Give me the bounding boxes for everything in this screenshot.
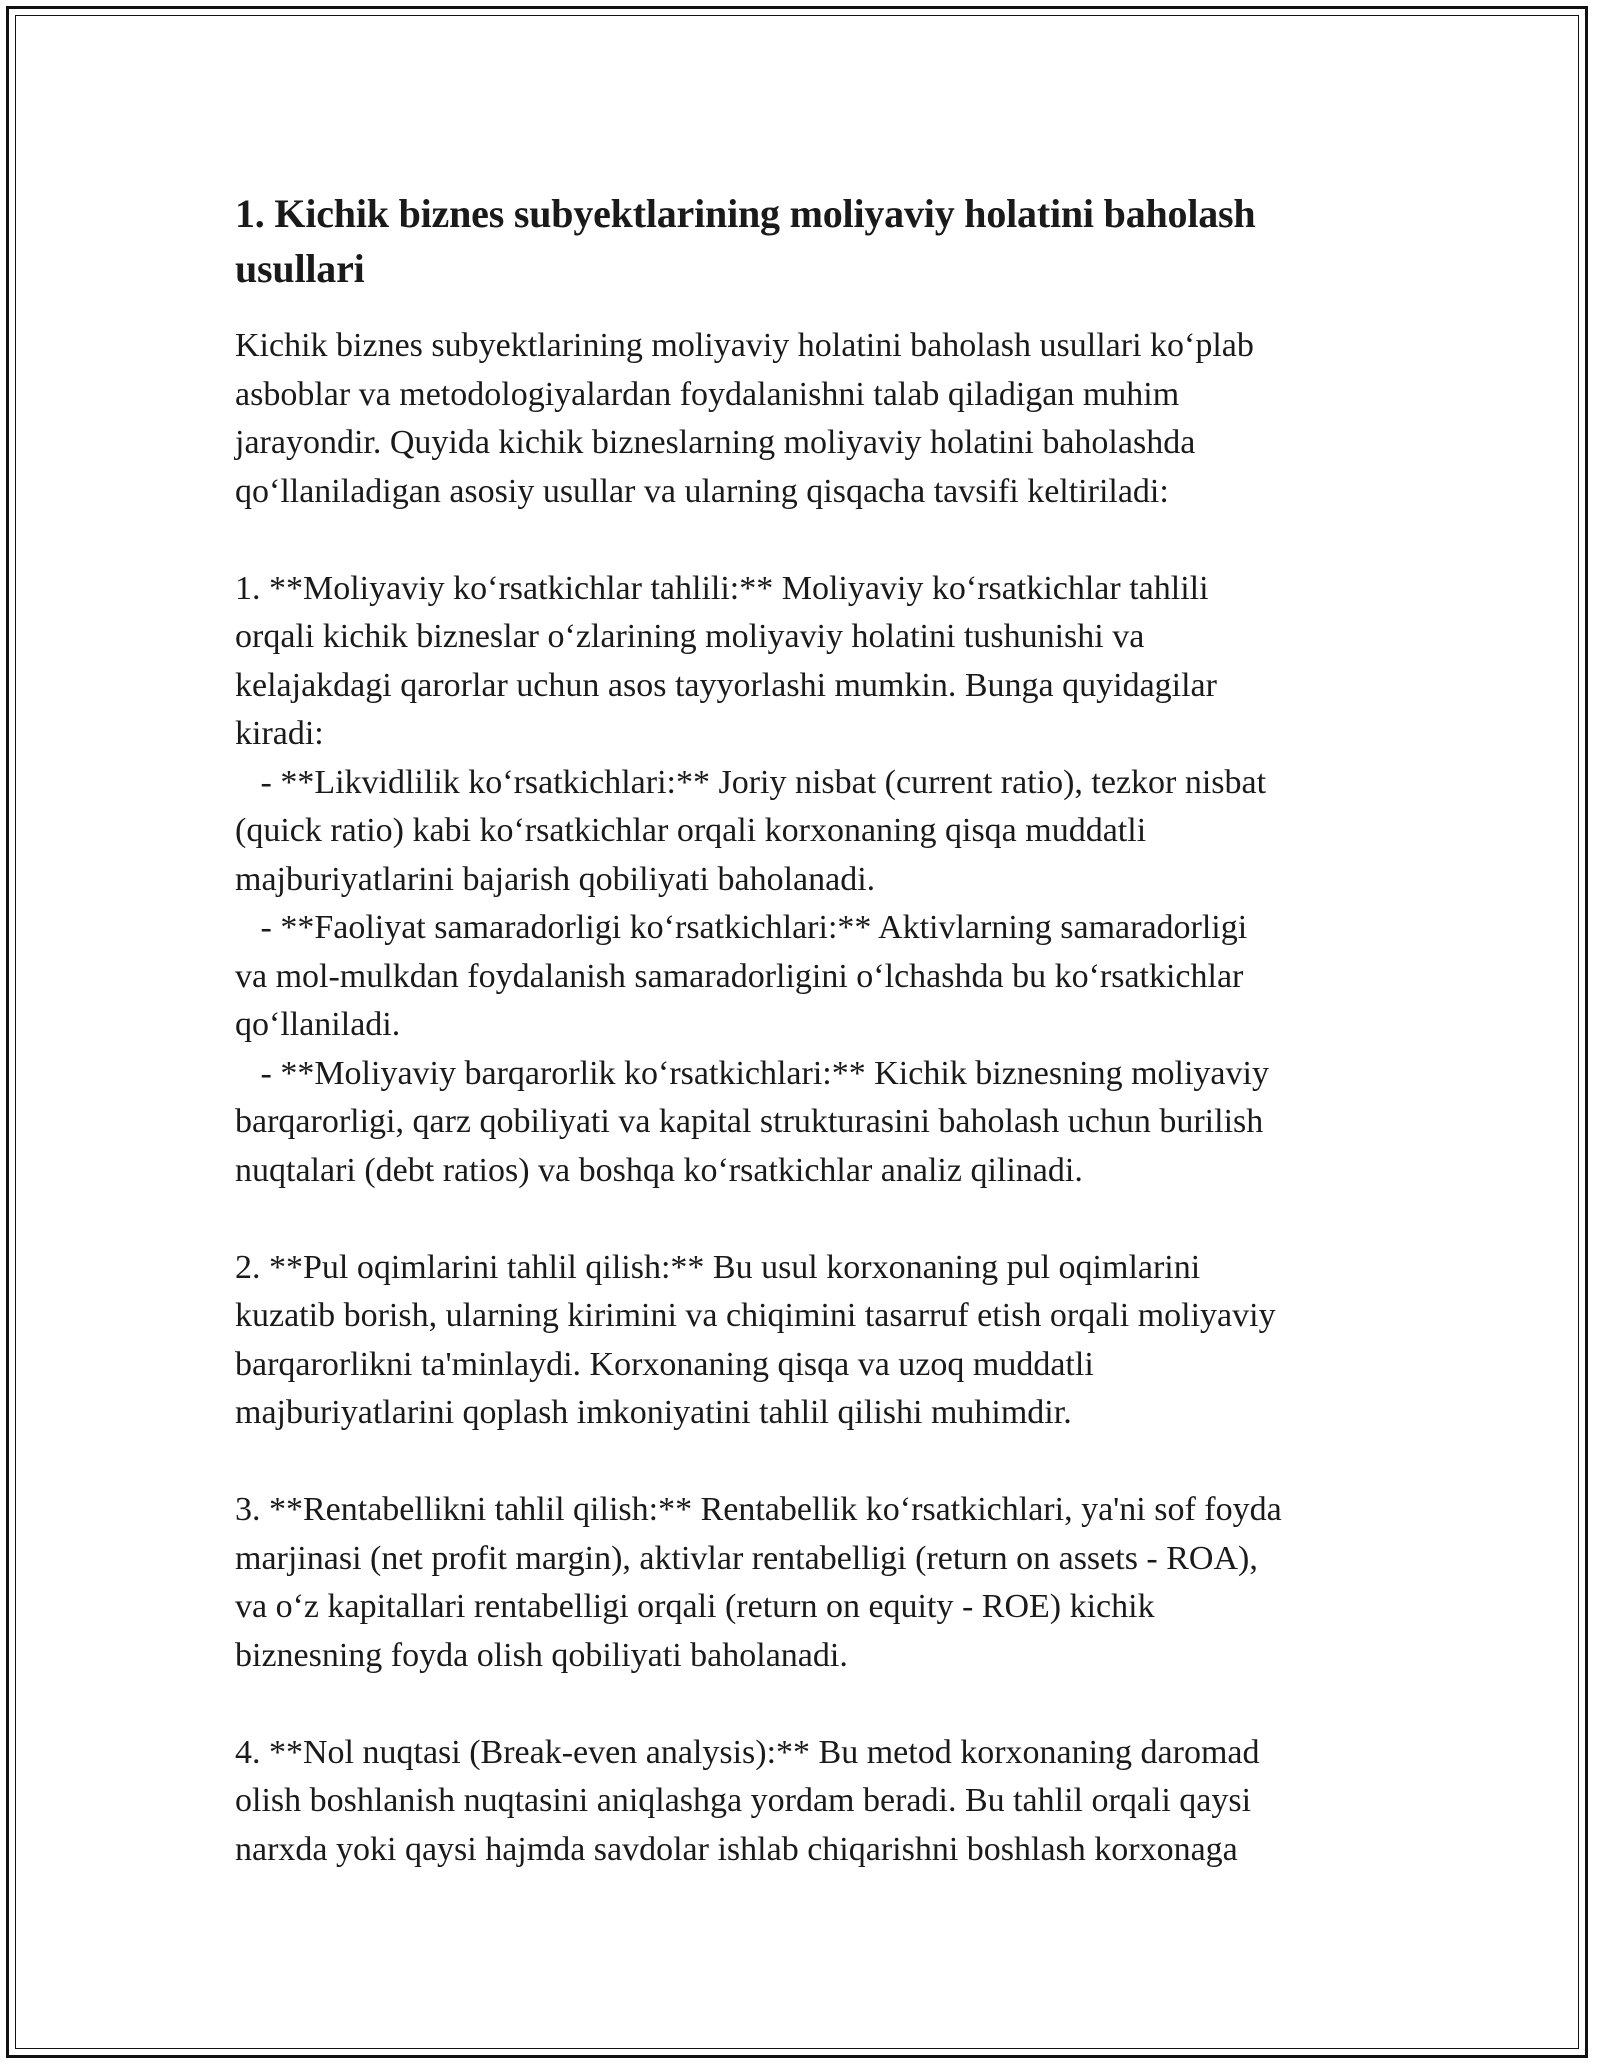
text-line: kelajakdagi qarorlar uchun asos tayyorlashi mumkin. Bunga quyidagilar bbox=[235, 666, 1217, 704]
text-line: 3. **Rentabellikni tahlil qilish:** Rentabellik ko‘rsatkichlari, ya'ni sof foyda bbox=[235, 1491, 1282, 1528]
text-line: majburiyatlarini bajarish qobiliyati baholanadi. bbox=[235, 860, 876, 898]
text-line: Kichik biznes subyektlarining moliyaviy holatini baholash usullari ko‘plab bbox=[235, 327, 1254, 364]
list-item-profitability bbox=[235, 1486, 1370, 1680]
intro-paragraph bbox=[235, 322, 1370, 516]
text-line: jarayondir. Quyida kichik bizneslarning moliyaviy holatini baholashda bbox=[235, 424, 1196, 461]
text-line: va mol-mulkdan foydalanish samaradorligini o‘lchashda bu ko‘rsatkichlar bbox=[235, 957, 1244, 995]
text-line: biznesning foyda olish qobiliyati baholanadi. bbox=[235, 1636, 848, 1674]
sub-item-line: - **Faoliyat samaradorligi ko‘rsatkichlari:** Aktivlarning samaradorligi bbox=[235, 909, 1248, 946]
text-line: marjinasi (net profit margin), aktivlar rentabelligi (return on assets - ROA), bbox=[235, 1539, 1258, 1577]
text-line: nuqtalari (debt ratios) va boshqa ko‘rsatkichlar analiz qilinadi. bbox=[235, 1151, 1083, 1189]
document-body bbox=[235, 186, 1370, 1923]
text-line: olish boshlanish nuqtasini aniqlashga yordam beradi. Bu tahlil orqali qaysi bbox=[235, 1782, 1252, 1819]
text-line: orqali kichik bizneslar o‘zlarining moliyaviy holatini tushunishi va bbox=[235, 618, 1145, 655]
text-line: barqarorlikni ta'minlaydi. Korxonaning qisqa va uzoq muddatli bbox=[235, 1345, 1094, 1383]
text-line: narxda yoki qaysi hajmda savdolar ishlab chiqarishni boshlash korxonaga bbox=[235, 1830, 1238, 1868]
heading-line: 1. Kichik biznes subyektlarining moliyaviy holatini baholash bbox=[235, 191, 1256, 236]
sub-item-line: - **Moliyaviy barqarorlik ko‘rsatkichlari:** Kichik biznesning moliyaviy bbox=[235, 1054, 1269, 1092]
text-line: kuzatib borish, ularning kirimini va chiqimini tasarruf etish orqali moliyaviy bbox=[235, 1297, 1276, 1334]
text-line: asboblar va metodologiyalardan foydalanishni talab qiladigan muhim bbox=[235, 375, 1180, 413]
text-line: majburiyatlarini qoplash imkoniyatini tahlil qilishi muhimdir. bbox=[235, 1394, 1072, 1431]
text-line: barqarorligi, qarz qobiliyati va kapital strukturasini baholash uchun burilish bbox=[235, 1103, 1264, 1140]
list-item-financial-indicators bbox=[235, 565, 1370, 1196]
text-line: qo‘llaniladigan asosiy usullar va ularning qisqacha tavsifi keltiriladi: bbox=[235, 472, 1169, 510]
list-item-break-even bbox=[235, 1729, 1370, 1875]
section-heading bbox=[235, 186, 1370, 296]
text-line: 2. **Pul oqimlarini tahlil qilish:** Bu usul korxonaning pul oqimlarini bbox=[235, 1248, 1201, 1286]
heading-line: usullari bbox=[235, 246, 365, 291]
text-line: kiradi: bbox=[235, 715, 324, 752]
text-line: (quick ratio) kabi ko‘rsatkichlar orqali korxonaning qisqa muddatli bbox=[235, 812, 1147, 849]
text-line: 1. **Moliyaviy ko‘rsatkichlar tahlili:** Moliyaviy ko‘rsatkichlar tahlili bbox=[235, 569, 1209, 607]
text-line: va o‘z kapitallari rentabelligi orqali (return on equity - ROE) kichik bbox=[235, 1588, 1155, 1625]
text-line: qo‘llaniladi. bbox=[235, 1006, 401, 1043]
list-item-cash-flow bbox=[235, 1244, 1370, 1438]
text-line: 4. **Nol nuqtasi (Break-even analysis):** Bu metod korxonaning daromad bbox=[235, 1733, 1260, 1771]
sub-item-line: - **Likvidlilik ko‘rsatkichlari:** Joriy nisbat (current ratio), tezkor nisbat bbox=[235, 763, 1267, 801]
